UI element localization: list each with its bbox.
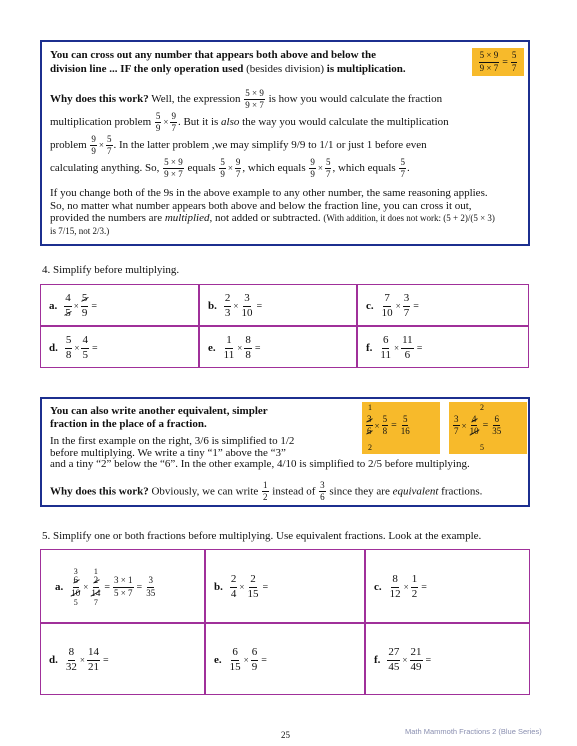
fraction-1: $\frac{8}{32}$ [65,645,77,673]
answer-blank[interactable] [99,296,129,316]
fraction-1: $\frac{7}{10}$ [381,291,393,319]
exercise-5-cell-a: a. 3 $\frac{6}{10}$ 5 × 1 $\frac{2}{14}$ 7 = $\frac{3 \times 1}{5 \times 7}$ = $\frac{3}{35}$ [40,549,205,623]
cell-label: f. [366,342,373,354]
fraction-2: $\frac{21}{49}$ [410,645,422,673]
answer-blank[interactable] [262,338,292,358]
fraction-1: $\frac{27}{45}$ [388,645,400,673]
cell-label: e. [208,342,216,354]
q5-cell: e. $\frac{6}{15}$ × $\frac{6}{9}$ = [205,623,365,695]
fraction-1: $\frac{8}{12}$ [389,572,401,600]
fraction-2: $\frac{3}{10}$ [241,291,253,319]
answer-blank[interactable] [270,577,300,597]
rule-title: You can cross out any number that appears both above and below the division line ... IF the only operation used (besides division) is multiplication. [50,49,406,75]
q4-cell: b. $\frac{2}{3}$ × $\frac{3}{10}$ = [199,284,357,326]
q5-cell: d. $\frac{8}{32}$ × $\frac{14}{21}$ = [40,623,205,695]
cell-label: e. [214,654,222,666]
fraction-2: $\frac{8}{8}$ [245,333,251,361]
cell-label: a. [49,300,58,312]
equivalent-fraction-box [40,397,530,507]
q4-cell: c. $\frac{7}{10}$ × $\frac{3}{7}$ = [357,284,529,326]
cell-label: c. [366,300,374,312]
fraction-1: $\frac{5}{8}$ [65,333,72,361]
box2-why: Why does this work? Obviously, we can write $\frac{1}{2}$ instead of $\frac{3}{6}$ since they are equivalent fractions. [50,480,483,503]
exercise-4-title: 4. Simplify before multiplying. [42,264,180,276]
fraction-2: $\frac{4}{5}$ [82,333,88,361]
q4-cell: d. $\frac{5}{8}$ × $\frac{4}{5}$ = [40,326,199,368]
fraction-2: $\frac{6}{9}$ [251,645,258,673]
fraction-2: $\frac{5}{9}$ [81,291,88,319]
series-footer: Math Mammoth Fractions 2 (Blue Series) [405,727,542,736]
answer-blank[interactable] [269,650,299,670]
answer-blank[interactable] [433,650,463,670]
page-number: 25 [281,730,290,740]
q5-cell: f. $\frac{27}{45}$ × $\frac{21}{49}$ = [365,623,530,695]
answer-blank[interactable] [111,650,141,670]
cell-label: d. [49,654,58,666]
fraction-2: $\frac{1}{2}$ [411,572,418,600]
fraction-1: $\frac{2}{3}$ [224,291,231,319]
answer-blank[interactable] [424,338,454,358]
box2-title: You can also write another equivalent, simpler fraction in the place of a fraction. [50,405,268,430]
q5-cell: b. $\frac{2}{4}$ × $\frac{2}{15}$ = [205,549,365,623]
cross-out-rule-box [40,40,530,246]
fraction-2: $\frac{14}{21}$ [87,645,99,673]
rule-conclusion: If you change both of the 9s in the above example to any other number, the same reasoning applies. So, no matter what number appears both above and below the fraction line, you can cross it out, provided the numbers are multiplied, not added or subtracted. (With addition, it does not work: (5 + 2)/(5 × 3) is 7/15, not 2/3.) [50,187,495,236]
cell-label: f. [374,654,381,666]
fraction-2: $\frac{3}{7}$ [403,291,410,319]
fraction-1: $\frac{6}{11}$ [380,333,392,361]
cell-label: d. [49,342,58,354]
fraction-2: $\frac{2}{15}$ [247,572,259,600]
cell-label: b. [214,581,223,593]
answer-blank[interactable] [421,296,451,316]
fraction-2: $\frac{11}{6}$ [402,333,413,361]
cell-label: b. [208,300,217,312]
box2-body: In the first example on the right, 3/6 is simplified to 1/2 before multiplying. We write a tiny “1” above the “3” and a tiny “2” below the “6”. In the other example, 4/10 is simplified to 2/5 before multiplying. [50,435,470,470]
answer-blank[interactable] [429,577,459,597]
cell-label: c. [374,581,382,593]
q4-cell: a. $\frac{4}{5}$ × $\frac{5}{9}$ = [40,284,199,326]
exercise-5-title: 5. Simplify one or both fractions before multiplying. Use equivalent fractions. Look at the example. [42,530,482,542]
answer-blank[interactable] [100,338,130,358]
fraction-1: $\frac{1}{11}$ [223,333,235,361]
fraction-1: $\frac{6}{15}$ [229,645,241,673]
box2-example-1: 1 $\frac{3}{6}$ × $\frac{5}{8}$ = $\frac{5}{16}$ 2 [362,402,440,454]
fraction-1: $\frac{4}{5}$ [65,291,71,319]
q5-cell: c. $\frac{8}{12}$ × $\frac{1}{2}$ = [365,549,530,623]
answer-blank[interactable] [264,296,294,316]
q4-cell: f. $\frac{6}{11}$ × $\frac{11}{6}$ = [357,326,529,368]
rule-example-highlight: $\frac{5 \times 9}{9 \times 7}$ = $\frac{5}{7}$ [472,48,524,76]
box2-example-2: 2 $\frac{3}{7}$ × $\frac{4}{10}$ = $\frac{6}{35}$ 5 [449,402,527,454]
q4-cell: e. $\frac{1}{11}$ × $\frac{8}{8}$ = [199,326,357,368]
fraction-1: $\frac{2}{4}$ [230,572,237,600]
rule-explanation: Why does this work? Well, the expression $\frac{5 \times 9}{9 \times 7}$ is how you would calculate the fraction multiplication problem $\frac{5}{9}$ × $\frac{9}{7}$ . But it is also the way you would calculate the multiplication problem $\frac{9}{9}$ × $\frac{5}{7}$ . In the latter problem ,we may simplify 9/9 to 1/1 or just 1 before even calculating anything. So, $\frac{5 \times 9}{9 \times 7}$ equals $\frac{5}{9}$ × $\frac{9}{7}$ , which equals $\frac{9}{9}$ × $\frac{5}{7}$ , which equals $\frac{5}{7}$ . [50,87,449,180]
